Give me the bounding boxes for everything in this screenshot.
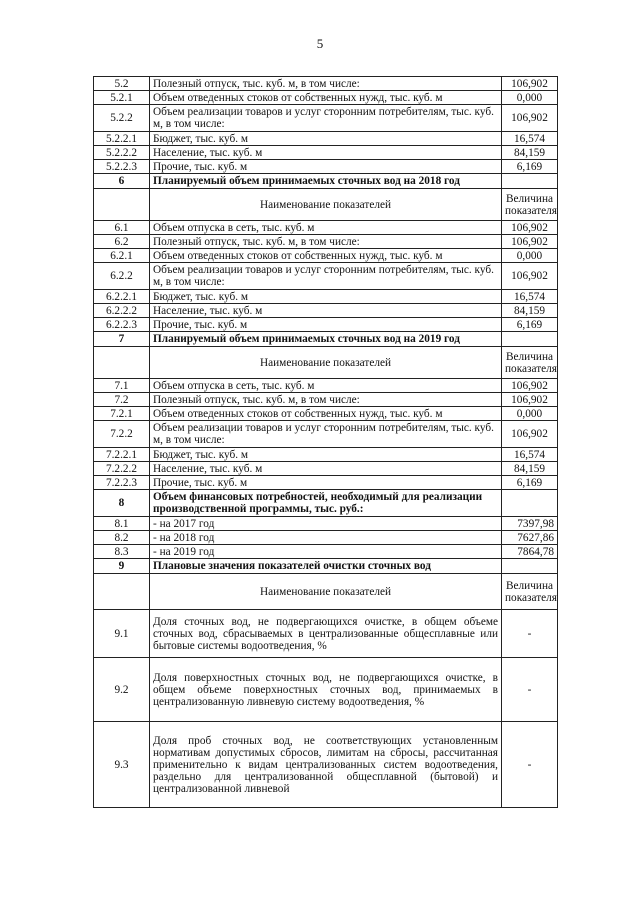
indicator-value (502, 559, 558, 574)
row-number: 6.2.2.2 (94, 304, 150, 318)
table-row (94, 304, 558, 318)
indicator-name: Объем реализации товаров и услуг сторонним потребителям, тыс. куб. м, в том числе: (150, 421, 502, 448)
table-row (94, 249, 558, 263)
indicator-name: - на 2017 год (150, 517, 502, 531)
indicator-name: Объем отпуска в сеть, тыс. куб. м (150, 379, 502, 393)
table-row (94, 407, 558, 421)
table-row (94, 448, 558, 462)
table-row (94, 531, 558, 545)
indicator-value: 16,574 (502, 132, 558, 146)
row-number: 5.2.2 (94, 105, 150, 132)
indicator-name: Объем отведенных стоков от собственных нужд, тыс. куб. м (150, 407, 502, 421)
row-number: 6.2.1 (94, 249, 150, 263)
table-row (94, 722, 558, 808)
table-row (94, 77, 558, 91)
row-number: 9.3 (94, 722, 150, 808)
column-header-name: Наименование показателей (150, 347, 502, 379)
indicator-name: Бюджет, тыс. куб. м (150, 290, 502, 304)
indicator-name: Доля поверхностных сточных вод, не подвергающихся очистке, в общем объеме поверхностных сточных вод, принимаемых в централизованную ливневую систему водоотведения, % (150, 658, 502, 722)
indicator-value (502, 332, 558, 347)
table-row (94, 610, 558, 658)
table-row (94, 393, 558, 407)
indicator-name: Полезный отпуск, тыс. куб. м, в том числе: (150, 235, 502, 249)
indicator-value: 7627,86 (502, 531, 558, 545)
column-header-value: Величина показателя (502, 347, 558, 379)
indicator-value: 0,000 (502, 249, 558, 263)
row-number: 7.2.2.1 (94, 448, 150, 462)
row-number: 7.1 (94, 379, 150, 393)
row-number: 9.1 (94, 610, 150, 658)
indicator-value: 6,169 (502, 318, 558, 332)
column-header-row (94, 347, 558, 379)
indicator-name: Планируемый объем принимаемых сточных вод на 2019 год (150, 332, 502, 347)
row-number: 8.3 (94, 545, 150, 559)
table-row (94, 221, 558, 235)
row-number: 8.2 (94, 531, 150, 545)
table-row (94, 91, 558, 105)
table-row (94, 476, 558, 490)
indicators-table (93, 76, 558, 808)
row-number: 5.2.1 (94, 91, 150, 105)
indicator-name: Объем отведенных стоков от собственных нужд, тыс. куб. м (150, 91, 502, 105)
row-number (94, 347, 150, 379)
row-number: 5.2.2.3 (94, 160, 150, 174)
indicator-name: - на 2019 год (150, 545, 502, 559)
indicator-value (502, 174, 558, 189)
row-number: 6.2 (94, 235, 150, 249)
indicator-name: Объем реализации товаров и услуг сторонним потребителям, тыс. куб. м, в том числе: (150, 105, 502, 132)
indicator-value: 106,902 (502, 235, 558, 249)
column-header-row (94, 574, 558, 610)
indicator-value: 6,169 (502, 476, 558, 490)
table-row (94, 235, 558, 249)
indicator-value: 16,574 (502, 290, 558, 304)
row-number: 5.2 (94, 77, 150, 91)
section-row (94, 174, 558, 189)
table-row (94, 132, 558, 146)
table-row (94, 517, 558, 531)
indicator-value: 106,902 (502, 379, 558, 393)
indicator-name: Объем отведенных стоков от собственных нужд, тыс. куб. м (150, 249, 502, 263)
row-number: 9.2 (94, 658, 150, 722)
indicator-value (502, 490, 558, 517)
indicator-name: Население, тыс. куб. м (150, 462, 502, 476)
table-row (94, 160, 558, 174)
row-number: 7 (94, 332, 150, 347)
indicator-name: - на 2018 год (150, 531, 502, 545)
table-row (94, 421, 558, 448)
table-row (94, 545, 558, 559)
row-number (94, 574, 150, 610)
indicator-value: 0,000 (502, 91, 558, 105)
row-number: 6.2.2.3 (94, 318, 150, 332)
indicator-name: Доля проб сточных вод, не соответствующих установленным нормативам допустимых сбросов, лимитам на сбросы, рассчитанная применительно к видам централизованных систем водоотведения, раздельно для централизованной общесплавной (бытовой) и централизованной ливневой (150, 722, 502, 808)
page-number: 5 (316, 36, 324, 51)
table-row (94, 146, 558, 160)
indicator-value: 16,574 (502, 448, 558, 462)
indicator-value: - (502, 722, 558, 808)
column-header-name: Наименование показателей (150, 574, 502, 610)
indicator-name: Бюджет, тыс. куб. м (150, 448, 502, 462)
indicator-value: 106,902 (502, 263, 558, 290)
indicator-name: Плановые значения показателей очистки сточных вод (150, 559, 502, 574)
section-row (94, 332, 558, 347)
row-number: 7.2.2 (94, 421, 150, 448)
column-header-row (94, 189, 558, 221)
section-row (94, 559, 558, 574)
indicator-name: Планируемый объем принимаемых сточных вод на 2018 год (150, 174, 502, 189)
row-number: 5.2.2.2 (94, 146, 150, 160)
table-row (94, 658, 558, 722)
indicator-name: Объем отпуска в сеть, тыс. куб. м (150, 221, 502, 235)
indicator-value: 106,902 (502, 77, 558, 91)
row-number: 8.1 (94, 517, 150, 531)
table-row (94, 379, 558, 393)
row-number: 7.2 (94, 393, 150, 407)
indicator-name: Бюджет, тыс. куб. м (150, 132, 502, 146)
indicator-name: Полезный отпуск, тыс. куб. м, в том числе: (150, 77, 502, 91)
indicator-name: Прочие, тыс. куб. м (150, 160, 502, 174)
column-header-value: Величина показателя (502, 574, 558, 610)
indicator-value: 0,000 (502, 407, 558, 421)
column-header-name: Наименование показателей (150, 189, 502, 221)
indicator-value: 106,902 (502, 221, 558, 235)
indicator-value: 7864,78 (502, 545, 558, 559)
row-number: 8 (94, 490, 150, 517)
row-number: 6.2.2 (94, 263, 150, 290)
row-number: 6.1 (94, 221, 150, 235)
indicator-value: 84,159 (502, 146, 558, 160)
indicator-value: - (502, 610, 558, 658)
table-row (94, 290, 558, 304)
row-number: 6 (94, 174, 150, 189)
indicator-name: Прочие, тыс. куб. м (150, 476, 502, 490)
indicator-value: 106,902 (502, 421, 558, 448)
row-number: 7.2.1 (94, 407, 150, 421)
row-number: 7.2.2.2 (94, 462, 150, 476)
indicator-name: Объем реализации товаров и услуг сторонним потребителям, тыс. куб. м, в том числе: (150, 263, 502, 290)
table-row (94, 263, 558, 290)
indicator-name: Объем финансовых потребностей, необходимый для реализации производственной программы, тыс. руб.: (150, 490, 502, 517)
table-row (94, 318, 558, 332)
indicators-table-body (94, 77, 558, 808)
table-row (94, 462, 558, 476)
row-number: 5.2.2.1 (94, 132, 150, 146)
indicator-value: 84,159 (502, 462, 558, 476)
indicator-value: 106,902 (502, 393, 558, 407)
row-number: 6.2.2.1 (94, 290, 150, 304)
indicator-value: 7397,98 (502, 517, 558, 531)
row-number: 7.2.2.3 (94, 476, 150, 490)
indicator-name: Население, тыс. куб. м (150, 146, 502, 160)
section-row (94, 490, 558, 517)
indicator-value: 6,169 (502, 160, 558, 174)
indicator-value: 106,902 (502, 105, 558, 132)
indicator-name: Доля сточных вод, не подвергающихся очистке, в общем объеме сточных вод, сбрасываемых в централизованные общесплавные или бытовые системы водоотведения, % (150, 610, 502, 658)
row-number (94, 189, 150, 221)
indicator-name: Прочие, тыс. куб. м (150, 318, 502, 332)
indicator-value: 84,159 (502, 304, 558, 318)
indicator-name: Население, тыс. куб. м (150, 304, 502, 318)
indicator-value: - (502, 658, 558, 722)
column-header-value: Величина показателя (502, 189, 558, 221)
table-row (94, 105, 558, 132)
row-number: 9 (94, 559, 150, 574)
indicator-name: Полезный отпуск, тыс. куб. м, в том числе: (150, 393, 502, 407)
